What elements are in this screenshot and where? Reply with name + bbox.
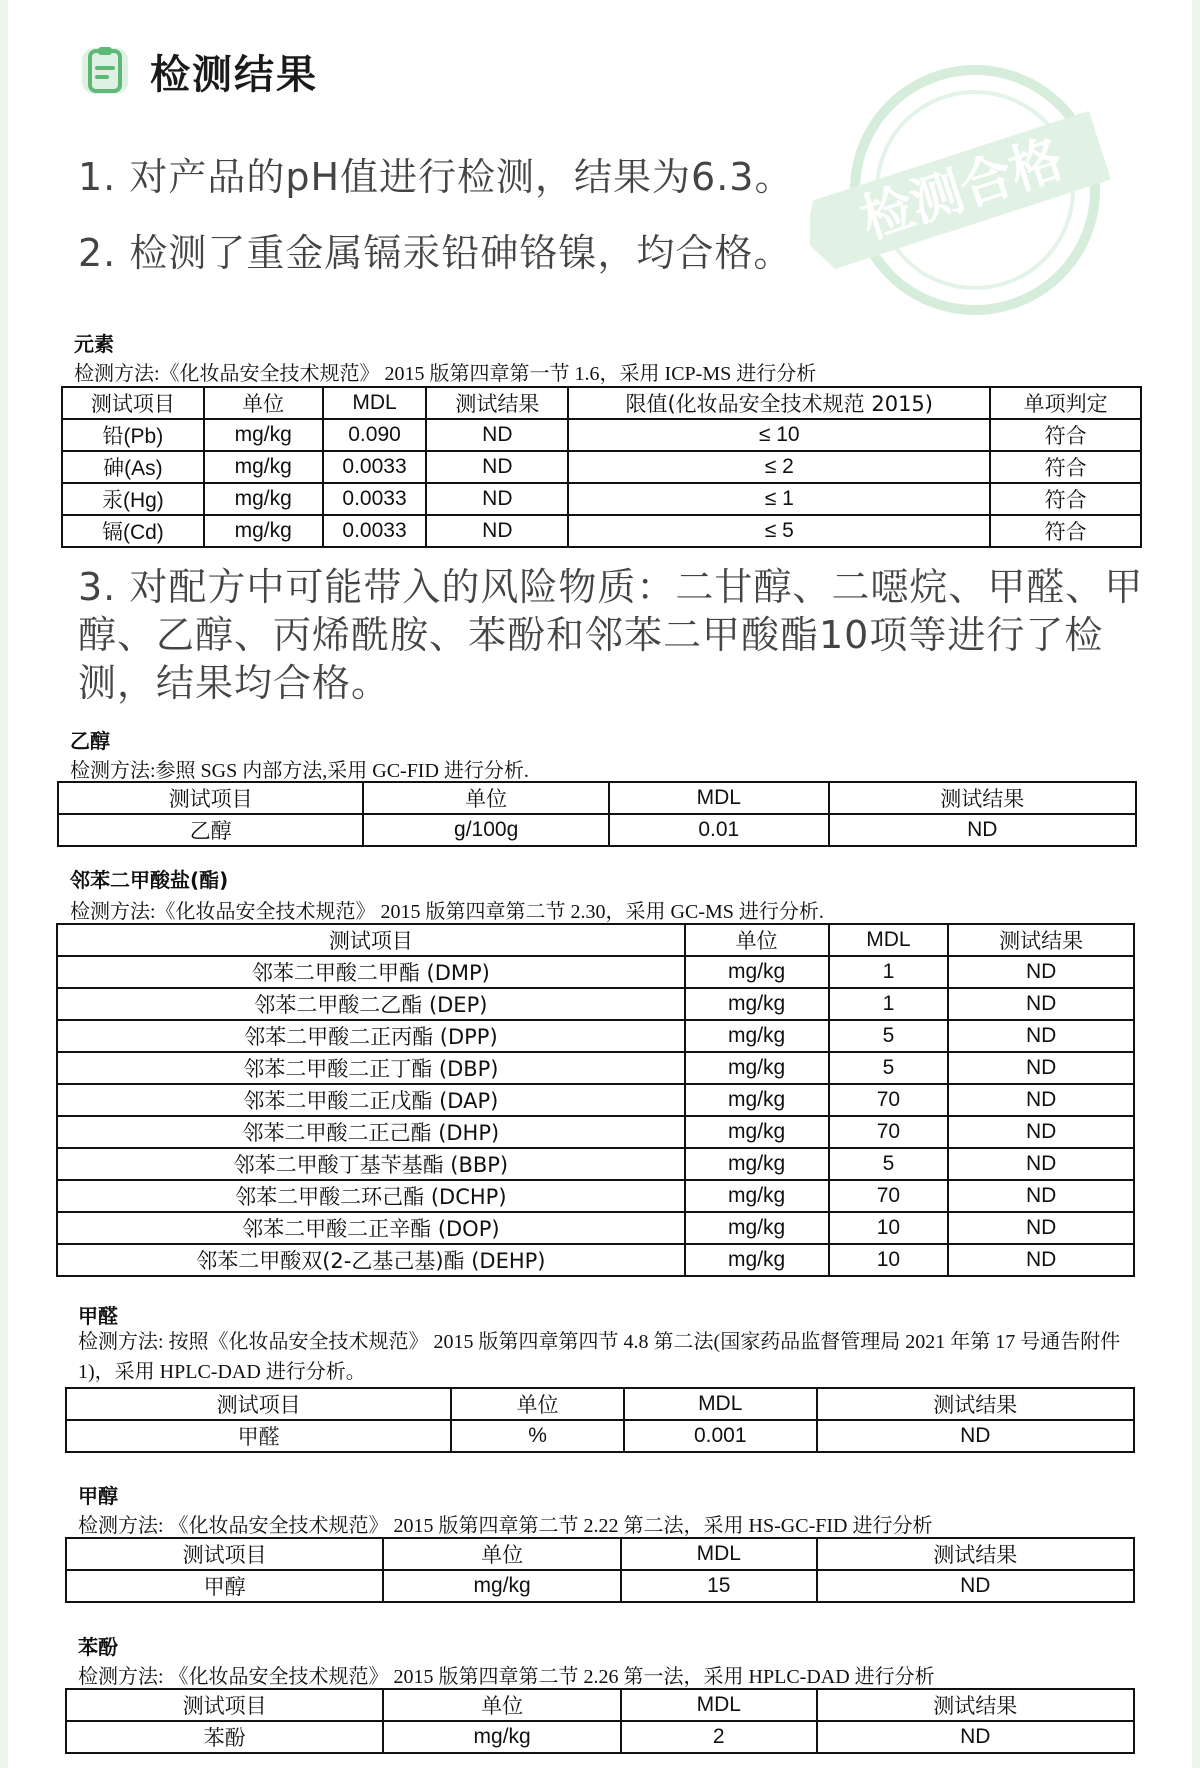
table-row [57, 1212, 1134, 1244]
table-cell: 邻苯二甲酸二正戊酯 (DAP) [57, 1084, 685, 1116]
table-row [62, 451, 1141, 483]
table-cell: ND [426, 451, 568, 483]
table-cell: 0.001 [624, 1420, 817, 1452]
table-cell: 0.0033 [323, 515, 427, 547]
table-cell: mg/kg [685, 1084, 829, 1116]
table-cell: mg/kg [685, 1148, 829, 1180]
column-header: 测试项目 [66, 1689, 383, 1721]
column-header: 单项判定 [990, 387, 1141, 419]
column-header: 测试项目 [58, 782, 363, 814]
table-row [57, 1084, 1134, 1116]
table-cell: 邻苯二甲酸二乙酯 (DEP) [57, 988, 685, 1020]
table-cell: 70 [829, 1116, 949, 1148]
column-header: 单位 [383, 1538, 621, 1570]
table-row [57, 956, 1134, 988]
ethanol-table [57, 781, 1137, 847]
table-row [57, 1148, 1134, 1180]
column-header: MDL [829, 924, 949, 956]
table-cell: ≤ 2 [568, 451, 990, 483]
table-row [57, 1180, 1134, 1212]
table-cell: 乙醇 [58, 814, 363, 846]
column-header: 单位 [363, 782, 609, 814]
table-cell: ND [829, 814, 1136, 846]
table-cell: mg/kg [383, 1721, 621, 1753]
column-header: MDL [621, 1689, 817, 1721]
table-cell: g/100g [363, 814, 609, 846]
table-row [66, 1721, 1134, 1753]
table-cell: ND [948, 988, 1134, 1020]
column-header: 测试结果 [817, 1689, 1134, 1721]
table-row [62, 419, 1141, 451]
table-cell: 符合 [990, 419, 1141, 451]
table-cell: 甲醛 [66, 1420, 451, 1452]
intro-paragraph-2: 2. 检测了重金属镉汞铅砷铬镍，均合格。 [78, 231, 793, 275]
table-cell: ND [948, 1116, 1134, 1148]
table-cell: 5 [829, 1148, 949, 1180]
table-cell: mg/kg [685, 1052, 829, 1084]
phthalates-method: 检测方法:《化妆品安全技术规范》 2015 版第四章第二节 2.30，采用 GC-MS 进行分析. [70, 901, 824, 923]
table-cell: ≤ 10 [568, 419, 990, 451]
table-row [57, 1244, 1134, 1276]
clipboard-icon [76, 42, 134, 100]
table-cell: 0.0033 [323, 451, 427, 483]
column-header: 单位 [204, 387, 323, 419]
table-cell: 0.090 [323, 419, 427, 451]
elements-table [61, 386, 1142, 548]
column-header: 测试项目 [66, 1388, 451, 1420]
table-cell: 苯酚 [66, 1721, 383, 1753]
table-cell: 10 [829, 1212, 949, 1244]
table-row [57, 1116, 1134, 1148]
table-cell: ≤ 1 [568, 483, 990, 515]
table-cell: ND [426, 515, 568, 547]
table-cell: mg/kg [383, 1570, 621, 1602]
table-cell: 70 [829, 1084, 949, 1116]
svg-text:检测合格: 检测合格 [853, 129, 1071, 251]
table-cell: 0.0033 [323, 483, 427, 515]
table-cell: 15 [621, 1570, 817, 1602]
phthalates-title: 邻苯二甲酸盐(酯) [70, 868, 229, 892]
column-header: MDL [624, 1388, 817, 1420]
table-cell: 铅(Pb) [62, 419, 204, 451]
table-cell: 邻苯二甲酸二正丁酯 (DBP) [57, 1052, 685, 1084]
table-cell: 邻苯二甲酸二正己酯 (DHP) [57, 1116, 685, 1148]
table-cell: 符合 [990, 451, 1141, 483]
column-header: 测试结果 [829, 782, 1136, 814]
table-row [57, 1052, 1134, 1084]
phenol-table [65, 1688, 1135, 1754]
table-header-row [58, 782, 1136, 814]
table-header-row [66, 1388, 1134, 1420]
methanol-method: 检测方法: 《化妆品安全技术规范》 2015 版第四章第二节 2.22 第二法，采用 HS-GC-FID 进行分析 [78, 1515, 933, 1537]
section-header [76, 40, 318, 102]
table-cell: mg/kg [685, 1212, 829, 1244]
table-header-row [62, 387, 1141, 419]
table-header-row [66, 1538, 1134, 1570]
table-cell: 2 [621, 1721, 817, 1753]
column-header: 测试结果 [817, 1388, 1134, 1420]
table-cell: ND [817, 1570, 1134, 1602]
methanol-table [65, 1537, 1135, 1603]
phenol-title: 苯酚 [78, 1635, 118, 1659]
ethanol-method: 检测方法:参照 SGS 内部方法,采用 GC-FID 进行分析. [70, 760, 529, 782]
table-cell: 甲醇 [66, 1570, 383, 1602]
table-cell: 符合 [990, 515, 1141, 547]
table-cell: 符合 [990, 483, 1141, 515]
table-cell: ND [948, 1052, 1134, 1084]
table-cell: 邻苯二甲酸二环己酯 (DCHP) [57, 1180, 685, 1212]
table-cell: ND [948, 1212, 1134, 1244]
table-cell: 邻苯二甲酸双(2-乙基己基)酯 (DEHP) [57, 1244, 685, 1276]
table-cell: 镉(Cd) [62, 515, 204, 547]
table-cell: ND [948, 1020, 1134, 1052]
table-cell: ≤ 5 [568, 515, 990, 547]
table-cell: 5 [829, 1052, 949, 1084]
phenol-method: 检测方法: 《化妆品安全技术规范》 2015 版第四章第二节 2.26 第一法，采用 HPLC-DAD 进行分析 [78, 1666, 935, 1688]
table-cell: 0.01 [609, 814, 829, 846]
table-cell: mg/kg [204, 451, 323, 483]
column-header: 单位 [383, 1689, 621, 1721]
column-header: 单位 [451, 1388, 624, 1420]
column-header: MDL [609, 782, 829, 814]
methanol-title: 甲醇 [78, 1484, 118, 1508]
table-cell: ND [426, 483, 568, 515]
table-cell: ND [817, 1420, 1134, 1452]
table-cell: mg/kg [685, 1180, 829, 1212]
column-header: 单位 [685, 924, 829, 956]
table-cell: 汞(Hg) [62, 483, 204, 515]
column-header: 测试结果 [948, 924, 1134, 956]
table-cell: 5 [829, 1020, 949, 1052]
table-cell: ND [948, 1244, 1134, 1276]
formaldehyde-table [65, 1387, 1135, 1453]
intro-paragraph-1: 1. 对产品的pH值进行检测，结果为6.3。 [78, 155, 794, 199]
table-cell: mg/kg [204, 419, 323, 451]
table-cell: ND [948, 956, 1134, 988]
table-cell: mg/kg [685, 956, 829, 988]
column-header: MDL [621, 1538, 817, 1570]
table-cell: ND [817, 1721, 1134, 1753]
table-cell: 10 [829, 1244, 949, 1276]
table-cell: ND [948, 1148, 1134, 1180]
table-cell: ND [426, 419, 568, 451]
table-cell: 1 [829, 956, 949, 988]
elements-method: 检测方法:《化妆品安全技术规范》 2015 版第四章第一节 1.6，采用 ICP-MS 进行分析 [74, 363, 817, 385]
table-cell: 70 [829, 1180, 949, 1212]
ethanol-title: 乙醇 [70, 729, 110, 753]
column-header: MDL [323, 387, 427, 419]
table-row [62, 483, 1141, 515]
table-cell: % [451, 1420, 624, 1452]
column-header: 测试结果 [817, 1538, 1134, 1570]
column-header: 测试项目 [57, 924, 685, 956]
table-cell: ND [948, 1084, 1134, 1116]
table-cell: ND [948, 1180, 1134, 1212]
intro-paragraph-3: 3. 对配方中可能带入的风险物质：二甘醇、二噁烷、甲醛、甲醇、乙醇、丙烯酰胺、苯酚和邻苯二甲酸酯10项等进行了检测，结果均合格。 [78, 565, 1144, 705]
column-header: 限值(化妆品安全技术规范 2015) [568, 387, 990, 419]
table-cell: 砷(As) [62, 451, 204, 483]
table-cell: mg/kg [685, 1020, 829, 1052]
table-cell: mg/kg [685, 1116, 829, 1148]
table-row [66, 1570, 1134, 1602]
column-header: 测试结果 [426, 387, 568, 419]
table-row [66, 1420, 1134, 1452]
column-header: 测试项目 [62, 387, 204, 419]
table-row [58, 814, 1136, 846]
table-cell: mg/kg [204, 483, 323, 515]
table-row [57, 1020, 1134, 1052]
page-title: 检测结果 [150, 51, 318, 98]
phthalates-table [56, 923, 1135, 1277]
table-cell: mg/kg [685, 988, 829, 1020]
table-cell: mg/kg [685, 1244, 829, 1276]
table-cell: mg/kg [204, 515, 323, 547]
table-row [62, 515, 1141, 547]
table-cell: 邻苯二甲酸二正辛酯 (DOP) [57, 1212, 685, 1244]
table-cell: 邻苯二甲酸二甲酯 (DMP) [57, 956, 685, 988]
approval-stamp-icon [810, 60, 1110, 340]
column-header: 测试项目 [66, 1538, 383, 1570]
table-cell: 1 [829, 988, 949, 1020]
table-row [57, 988, 1134, 1020]
table-header-row [66, 1689, 1134, 1721]
formaldehyde-method: 检测方法: 按照《化妆品安全技术规范》 2015 版第四章第四节 4.8 第二法(国家药品监督管理局 2021 年第 17 号通告附件 1)，采用 HPLC-DAD 进行分析。 [78, 1331, 1121, 1383]
table-cell: 邻苯二甲酸丁基苄基酯 (BBP) [57, 1148, 685, 1180]
table-header-row [57, 924, 1134, 956]
elements-title: 元素 [74, 332, 114, 356]
table-cell: 邻苯二甲酸二正丙酯 (DPP) [57, 1020, 685, 1052]
formaldehyde-title: 甲醛 [78, 1304, 118, 1328]
